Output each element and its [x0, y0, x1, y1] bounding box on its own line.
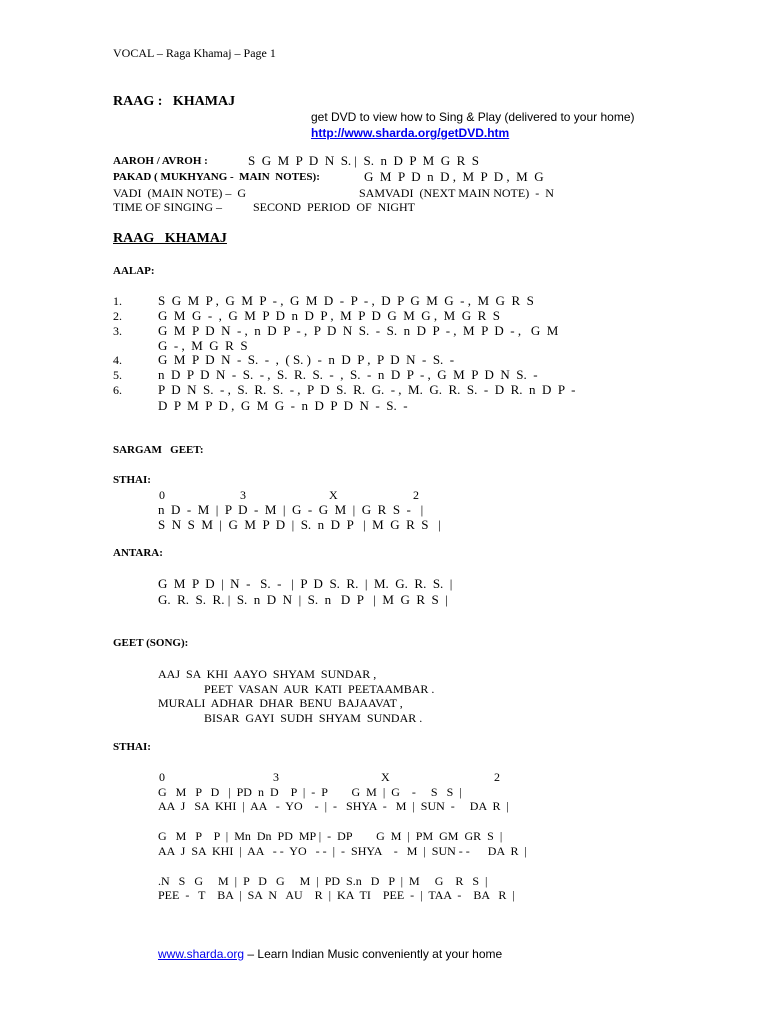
- sargam-sthai-heading: STHAI:: [113, 474, 151, 486]
- aalap-line-number: 2.: [113, 309, 122, 323]
- antara-line: G. R. S. R. | S. n D N | S. n D P | M G R S |: [158, 592, 448, 607]
- geet-heading: GEET (SONG):: [113, 637, 189, 649]
- aalap-heading: AALAP:: [113, 265, 155, 277]
- pakad-value: G M P D n D , M P D , M G: [364, 169, 544, 184]
- aaroh-value: S G M P D N S. | S. n D P M G R S: [248, 153, 479, 168]
- time-label: TIME OF SINGING –: [113, 200, 222, 214]
- geet-line: BISAR GAYI SUDH SHYAM SUNDAR .: [204, 711, 423, 725]
- aalap-line-number: 4.: [113, 353, 122, 367]
- taal-mark: 3: [240, 488, 246, 502]
- sthai2-notes-line: G M P D | PD n D P | - P G M | G - S S |: [158, 785, 462, 799]
- footer-text: – Learn Indian Music conveniently at your home: [244, 947, 503, 961]
- aalap-line: P D N S. - , S. R. S. - , P D S. R. G. - , M. G. R. S. - D R. n D P -: [158, 382, 576, 397]
- aalap-line: S G M P , G M P - , G M D - P - , D P G M G - , M G R S: [158, 293, 534, 308]
- geet-line: PEET VASAN AUR KATI PEETAAMBAR .: [204, 682, 435, 696]
- dvd-promo-text: get DVD to view how to Sing & Play (delivered to your home): [311, 110, 635, 124]
- taal-mark: 0: [159, 488, 165, 502]
- sargam-heading: SARGAM GEET:: [113, 444, 204, 456]
- sthai2-lyrics-line: PEE - T BA | SA N AU R | KA TI PEE - | TAA - BA R |: [158, 888, 515, 902]
- taal-mark: 2: [413, 488, 419, 502]
- sthai2-notes-line: .N S G M | P D G M | PD S.n D P | M G R S |: [158, 874, 488, 888]
- geet-line: MURALI ADHAR DHAR BENU BAJAAVAT ,: [158, 696, 403, 710]
- page-header: VOCAL – Raga Khamaj – Page 1: [113, 46, 276, 60]
- dvd-link[interactable]: http://www.sharda.org/getDVD.htm: [311, 126, 510, 140]
- antara-heading: ANTARA:: [113, 547, 163, 559]
- sargam-sthai-line: S N S M | G M P D | S. n D P | M G R S |: [158, 517, 441, 532]
- aalap-line-number: 6.: [113, 383, 122, 397]
- taal-mark: 2: [494, 770, 500, 784]
- antara-line: G M P D | N - S. - | P D S. R. | M. G. R. S. |: [158, 576, 453, 591]
- aalap-line: G M P D N - S. - , ( S. ) - n D P , P D N - S. -: [158, 352, 455, 367]
- geet-line: AAJ SA KHI AAYO SHYAM SUNDAR ,: [158, 667, 377, 681]
- sthai2-notes-line: G M P P | Mn Dn PD MP | - DP G M | PM GM GR S |: [158, 829, 503, 843]
- sthai2-lyrics-line: AA J SA KHI | AA - YO - | - SHYA - M | SUN - DA R |: [158, 799, 509, 813]
- sargam-sthai-line: n D - M | P D - M | G - G M | G R S - |: [158, 502, 424, 517]
- footer-link[interactable]: www.sharda.org: [158, 947, 245, 961]
- aalap-line: D P M P D , G M G - n D P D N - S. -: [158, 398, 408, 413]
- aaroh-label: AAROH / AVROH :: [113, 155, 208, 167]
- aalap-line-number: 5.: [113, 368, 122, 382]
- time-value: SECOND PERIOD OF NIGHT: [253, 200, 416, 214]
- section-title: RAAG KHAMAJ: [113, 231, 227, 246]
- aalap-line-number: 3.: [113, 324, 122, 338]
- footer: [158, 947, 502, 961]
- pakad-label: PAKAD ( MUKHYANG - MAIN NOTES):: [113, 171, 320, 183]
- taal-mark: 0: [159, 770, 165, 784]
- samvadi-label: SAMVADI (NEXT MAIN NOTE) - N: [359, 186, 554, 200]
- aalap-line-number: 1.: [113, 294, 122, 308]
- aalap-line: G - , M G R S: [158, 338, 248, 353]
- aalap-line: G M G - , G M P D n D P , M P D G M G , M G R S: [158, 308, 501, 323]
- taal-mark: X: [381, 770, 390, 784]
- vadi-label: VADI (MAIN NOTE) – G: [113, 186, 247, 200]
- sthai2-lyrics-line: AA J SA KHI | AA - - YO - - | - SHYA - M | SUN - - DA R |: [158, 844, 527, 858]
- sthai2-heading: STHAI:: [113, 741, 151, 753]
- aalap-line: G M P D N - , n D P - , P D N S. - S. n D P - , M P D - , G M: [158, 323, 559, 338]
- taal-mark: X: [329, 488, 338, 502]
- taal-mark: 3: [273, 770, 279, 784]
- aalap-line: n D P D N - S. - , S. R. S. - , S. - n D P - , G M P D N S. -: [158, 367, 538, 382]
- raag-title: RAAG : KHAMAJ: [113, 94, 236, 109]
